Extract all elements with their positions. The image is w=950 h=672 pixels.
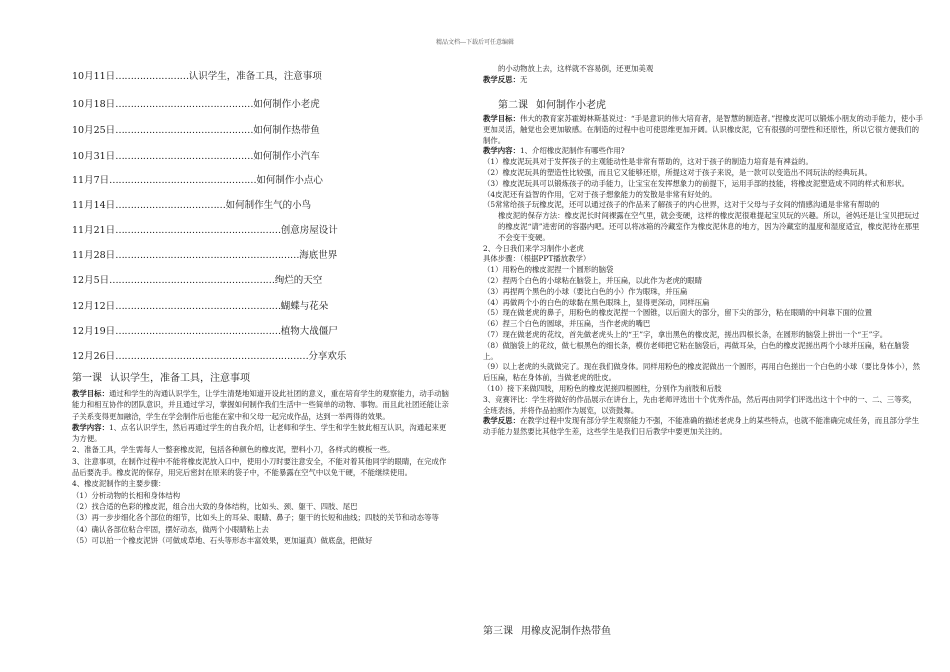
lesson2-step: （3）再捏两个黑色的小球（要比白色的小）作为眼珠，并压扁 [483, 286, 688, 296]
lesson2-step: （7）现在做老虎的花纹，首先做老虎头上的“王”字，拿出黑色的橡皮泥，搓出四根长条，在圆形的脑袋上拼出一个“王”字。 [483, 329, 888, 339]
schedule-date: 10月18日 [72, 99, 116, 110]
schedule-row [72, 247, 432, 261]
schedule-date: 11月21日 [72, 225, 116, 236]
lesson2-today: 2、今日我们来学习制作小老虎 [483, 243, 584, 253]
lesson1-step: （2）找合适的色彩的橡皮泥，组合出大致的身体结构，比如头、颈、躯干、四肢、尾巴 [72, 501, 358, 511]
schedule-date: 11月7日 [72, 175, 110, 186]
lesson2-steps-heading: 具体步骤：（根据PPT播放教学） [483, 254, 591, 264]
schedule-dots: ……………………………………… [115, 99, 254, 110]
lesson3-title [483, 622, 611, 637]
schedule-date: 10月25日 [72, 125, 116, 136]
schedule-dots: ……………………………………… [115, 151, 254, 162]
lesson2-item: （5常常给孩子玩橡皮泥，还可以通过孩子的作品来了解孩子的内心世界，这对于父母与子女间的情感沟通是非常有帮助的 [483, 200, 880, 210]
schedule-row [72, 348, 432, 362]
schedule-dots: ……………………………… [115, 200, 226, 211]
lesson2-step: （10）接下来做四肢，用粉色的橡皮泥搓四根圆柱，分别作为前肢和后肢 [483, 383, 722, 393]
schedule-topic: 如何制作小点心 [256, 175, 323, 186]
schedule-topic: 创意房屋设计 [280, 225, 338, 236]
lesson2-step: （4）再做两个小的白色的球黏在黑色眼珠上，显得更深动，同样压扁 [483, 297, 710, 307]
lesson2-contest: 3、竞赛评比：学生将做好的作品展示在讲台上，先由老师评选出十个优秀作品，然后再由同学们评选出这十个中的一、二、三等奖，全班表扬，并将作品拍照作为展览，以资鼓舞。 [483, 394, 917, 415]
lesson2-goal: 教学目标：伟大的教育家苏霍姆林斯基说过：“手是意识的伟大培育者，是智慧的制造者。”捏橡皮泥可以锻炼小朋友的动手能力，使小手更加灵活，触觉也会更加敏感。在制造的过程中也可使思维更加开阔。认识橡皮泥，它有很强的可塑性和还原性，所以它很方便我们的制作。 [483, 114, 923, 145]
schedule-dots: ……………………………………………… [115, 225, 281, 236]
schedule-topic: 如何制作小汽车 [253, 151, 320, 162]
lesson2-title [498, 96, 606, 111]
lesson3-title-text: 用橡皮泥制作热带鱼 [521, 626, 611, 637]
schedule-date: 11月14日 [72, 200, 116, 211]
schedule-topic: 如何制作小老虎 [253, 99, 320, 110]
lesson2-body [483, 114, 923, 438]
schedule-row [72, 68, 432, 82]
lesson2-content: 教学内容：1、介绍橡皮泥制作有哪些作用? [483, 146, 625, 156]
schedule-date: 12月5日 [72, 275, 110, 286]
schedule-date: 12月26日 [72, 351, 116, 362]
schedule-row [72, 298, 432, 312]
lesson1-step: （1）分析动物的长相和身体结构 [72, 490, 181, 500]
lesson2-item: （1）橡皮泥玩具对于发挥孩子的主观能动性是非常有帮助的，这对于孩子的制造力培育是有裨益的。 [483, 157, 813, 167]
lesson2-step: （9）以上老虎的头就做完了。现在我们做身体。同样用粉色的橡皮泥做出一个圆形，再用白色搓出一个白色的小球（要比身体小），然后压扁，粘在身体前，当做老虎的肚皮。 [483, 362, 921, 383]
schedule-dots: ……………………………………… [115, 125, 254, 136]
lesson2-storage: 橡皮泥的保存方法：橡皮泥长时间裸露在空气里，就会变硬，这样的橡皮泥很难提起宝贝玩的兴趣。所以，爸妈还是让宝贝把玩过的橡皮泥“请”进密闭的容器内吧。还可以将冰箱的冷藏室作为橡皮泥休息的地方，因为冷藏室的温度和湿度适宜，橡皮泥待在那里不会变干变硬。 [498, 211, 920, 242]
schedule-topic: 绚烂的天空 [274, 275, 323, 286]
schedule-row [72, 197, 432, 211]
lesson2-number: 第二课 [498, 100, 528, 111]
lesson2-reflection: 教学反思：在教学过程中发现有部分学生观察能力不强，不能准确的描述老虎身上的某些特点，也就不能准确完成任务，而且部分学生动手能力显然要比其他学生差，这些学生是我们日后教学中要更加关注的。 [483, 416, 920, 437]
schedule-dots: ……………………………………………… [115, 301, 281, 312]
lesson1-title-text: 认识学生，准备工具，注意事项 [110, 373, 250, 384]
page-header: 精品文档---下载后可任意编辑 [435, 39, 515, 46]
lesson1-number: 第一课 [72, 373, 102, 384]
schedule-topic: 海底世界 [299, 250, 338, 261]
schedule-dots: …………………………………………………… [115, 250, 300, 261]
schedule-dots: ……………………………………………… [109, 275, 275, 286]
schedule-dots: …………………… [115, 71, 189, 82]
lesson1-step: （5）可以拍一个橡皮泥饼（可做成草地、石头等形态丰富效果，更加逼真）做底盘，把做好 [72, 535, 373, 545]
lesson2-step: （2）捏两个白色的小球粘在脑袋上，并压扁，以此作为老虎的眼睛 [483, 275, 703, 285]
schedule-row [72, 148, 432, 162]
lesson2-step: （1）用粉色的橡皮泥捏一个圆形的脑袋 [483, 265, 614, 275]
schedule-row [72, 96, 432, 110]
lesson2-item: （3）橡皮泥玩具可以锻炼孩子的动手能力，让宝宝在发挥想象力的前提下，运用手部的技能，将橡皮泥塑造成不同的样式和形状。 [483, 178, 909, 188]
lesson1-step: （4）确认各部位粘合牢固，摆好动态，做两个小眼睛粘上去 [72, 524, 269, 534]
schedule-dots: ……………………………………………… [115, 326, 281, 337]
schedule-row [72, 222, 432, 236]
schedule-row [72, 272, 432, 286]
lesson1-continuation: 的小动物放上去，这样就不容易倒，还更加美观 教学反思：无 [483, 64, 654, 85]
schedule-row [72, 122, 432, 136]
lesson1-step: （3）再一步步细化各个部位的细节，比如头上的耳朵、眼睛、鼻子；躯干的长短和曲线；四肢的关节和动态等等 [72, 513, 439, 523]
lesson1-notes: 3、注意事项，在制作过程中不能将橡皮泥放入口中，使用小刀时要注意安全，不能对着其他同学的眼睛，在完成作品后要洗手。橡皮泥的保存，用完后密封在原来的袋子中，不能暴露在空气中以免干硬，不能继续使用。 [72, 456, 447, 478]
schedule-dots: ……………………………………………………… [115, 351, 309, 362]
lesson1-content: 教学内容：1、点名认识学生，然后再通过学生的自我介绍，让老师和学生、学生和学生彼此相互认识，沟通起来更为方便。 [72, 422, 447, 444]
schedule-date: 10月31日 [72, 151, 116, 162]
lesson1-body [72, 388, 450, 546]
schedule-date: 11月28日 [72, 250, 116, 261]
lesson1-goal: 教学目标：通过和学生的沟通认识学生，让学生清楚地知道开设此社团的意义，重在培育学生的观察能力，动手动脑能力和相互协作的团队意识，并且通过学习，掌握如何制作我们生活中一些简单的动物、事物。而且此社团还能让亲子关系变得更加融洽，学生在学会制作后也能在家中和父母一起完成作品，达到一举两得的效果。 [72, 389, 449, 421]
schedule-row [72, 323, 432, 337]
lesson2-title-text: 如何制作小老虎 [536, 100, 606, 111]
schedule-date: 10月11日 [72, 71, 116, 82]
schedule-dots: ………………………………………… [109, 175, 257, 186]
lesson2-item: （4皮泥还有益智的作用，它对于孩子想象能力的发散是非常有好处的。 [483, 189, 717, 199]
lesson1-tools: 2、准备工具，学生需每人一整套橡皮泥，包括各种颜色的橡皮泥，塑料小刀，各样式的模板一些。 [72, 445, 395, 455]
schedule-topic: 如何制作热带鱼 [253, 125, 320, 136]
schedule-topic: 分享欢乐 [308, 351, 347, 362]
lesson1-title [72, 369, 250, 384]
schedule-row [72, 172, 432, 186]
schedule-topic: 蝴蝶与花朵 [280, 301, 329, 312]
schedule-date: 12月19日 [72, 326, 116, 337]
lesson1-steps-heading: 4、橡皮泥制作的主要步骤： [72, 479, 166, 489]
schedule-date: 12月12日 [72, 301, 116, 312]
schedule-topic: 植物大战僵尸 [280, 326, 338, 337]
lesson3-number: 第三课 [483, 626, 513, 637]
lesson2-step: （8）做脑袋上的花纹，做七根黑色的细长条，模仿老师把它粘在脑袋后，再做耳朵，白色的橡皮泥搓出两个小球并压扁，粘在脑袋上。 [483, 340, 909, 361]
lesson2-step: （6）捏三个白色的圆球，并压扁，当作老虎的嘴巴 [483, 319, 651, 329]
schedule-topic: 认识学生，准备工具，注意事项 [188, 71, 322, 82]
schedule-topic: 如何制作生气的小鸟 [225, 200, 312, 211]
lesson2-item: （2）橡皮泥玩具的塑造性比较强，而且它又能够还原，所提这对于孩子来说，是一款可以变造出不同玩法的经典玩具。 [483, 167, 873, 177]
lesson2-step: （5）现在做老虎的鼻子，用粉色的橡皮泥捏一个圆锥，以后面大的部分，留下尖的部分，粘在眼睛的中间靠下面的位置 [483, 308, 873, 318]
